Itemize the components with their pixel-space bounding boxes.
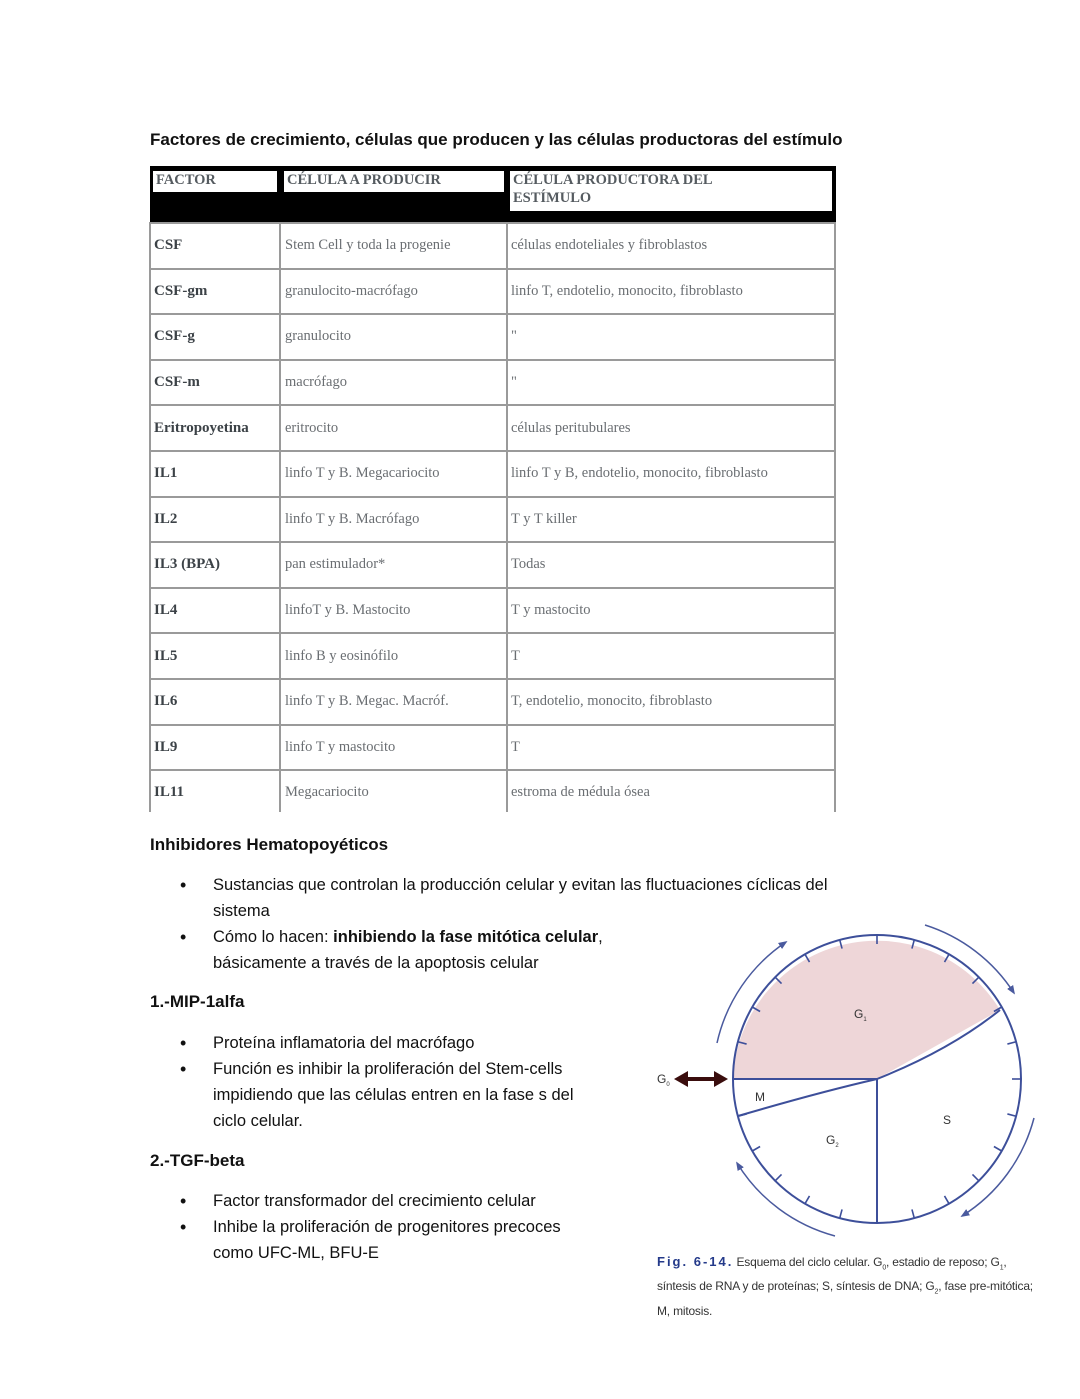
- cell-celula-a-producir: linfo B y eosinófilo: [285, 647, 399, 664]
- arrow-icon: [962, 1118, 1034, 1216]
- cell-celula-a-producir: pan estimulador*: [285, 556, 386, 573]
- label-g1: $G_1$: [854, 1007, 867, 1023]
- cell-celula-productora: T: [511, 647, 520, 664]
- cell-factor: Eritropoyetina: [154, 419, 249, 436]
- label-g2: $G_2$: [826, 1133, 839, 1149]
- cell-celula-a-producir: linfo T y B. Megacariocito: [285, 465, 440, 482]
- arrow-icon: [737, 1163, 835, 1236]
- cell-celula-a-producir: granulocito-macrófago: [285, 282, 418, 299]
- cell-factor: IL2: [154, 510, 178, 527]
- label-m: M: [755, 1090, 765, 1104]
- list-item: • Cómo lo hacen: inhibiendo la fase mitótica celular, básicamente a través de la apoptosis celular: [150, 924, 910, 976]
- cell-celula-a-producir: granulocito: [285, 328, 352, 345]
- cell-cycle-diagram: [650, 915, 1060, 1245]
- column-divider: [279, 222, 281, 812]
- cell-celula-a-producir: linfo T y B. Macrófago: [285, 510, 420, 527]
- table-row: [150, 359, 836, 405]
- cell-celula-a-producir: Megacariocito: [285, 784, 369, 801]
- cell-celula-a-producir: linfoT y B. Mastocito: [285, 602, 411, 619]
- table-row: [150, 496, 836, 542]
- cell-celula-productora: linfo T y B, endotelio, monocito, fibroblasto: [511, 465, 768, 482]
- label-s: S: [943, 1113, 952, 1127]
- header-celula-a-producir: CÉLULA A PRODUCIR: [284, 171, 504, 192]
- inhibitors-heading: Inhibidores Hematopoyéticos: [150, 835, 389, 854]
- tgf-list: [150, 1188, 630, 1266]
- cell-celula-productora: Todas: [511, 556, 546, 573]
- tgf-heading: 2.-TGF-beta: [150, 1151, 245, 1170]
- mip-heading: 1.-MIP-1alfa: [150, 992, 245, 1011]
- bold-emphasis: inhibiendo la fase mitótica celular: [333, 928, 599, 946]
- table-row: [150, 724, 836, 770]
- table-left-border: [149, 222, 151, 812]
- header-factor: FACTOR: [153, 171, 277, 192]
- cell-celula-a-producir: eritrocito: [285, 419, 339, 436]
- list-item: • Función es inhibir la proliferación del Stem-cells impidiendo que las células entren en la fase s del ciclo celular.: [150, 1056, 630, 1134]
- table-row: [150, 450, 836, 496]
- cell-factor: CSF: [154, 237, 183, 254]
- cell-celula-productora: T, endotelio, monocito, fibroblasto: [511, 693, 713, 710]
- cell-celula-a-producir: linfo T y mastocito: [285, 738, 396, 755]
- list-item: • Sustancias que controlan la producción celular y evitan las fluctuaciones cíclicas del sistema: [150, 872, 910, 924]
- cell-celula-productora: T: [511, 738, 520, 755]
- cell-celula-productora: ": [511, 374, 517, 391]
- cell-celula-a-producir: linfo T y B. Megac. Macróf.: [285, 693, 449, 710]
- table-right-border: [834, 222, 836, 812]
- cell-factor: IL11: [154, 784, 185, 801]
- label-g0: $G_0$: [657, 1072, 670, 1088]
- table-row: [150, 678, 836, 724]
- table-row: [150, 268, 836, 314]
- cell-factor: IL3 (BPA): [154, 556, 220, 573]
- table-row: [150, 587, 836, 633]
- cell-factor: IL6: [154, 693, 178, 710]
- cell-celula-productora: linfo T, endotelio, monocito, fibroblasto: [511, 282, 743, 299]
- table-row: [150, 222, 836, 268]
- cell-celula-productora: células endoteliales y fibroblastos: [511, 237, 708, 254]
- cell-celula-productora: estroma de médula ósea: [511, 784, 650, 801]
- table-row: [150, 404, 836, 450]
- cell-factor: IL9: [154, 738, 178, 755]
- cell-celula-productora: ": [511, 328, 517, 345]
- cell-factor: IL1: [154, 465, 178, 482]
- table-header: [150, 166, 836, 222]
- cell-factor: CSF-g: [154, 328, 195, 345]
- list-item: • Factor transformador del crecimiento celular: [150, 1188, 630, 1214]
- table-row: [150, 632, 836, 678]
- table-row: [150, 313, 836, 359]
- mip-list: [150, 1030, 630, 1134]
- cell-factor: IL4: [154, 602, 178, 619]
- cell-celula-a-producir: macrófago: [285, 374, 347, 391]
- page-title: Factores de crecimiento, células que producen y las células productoras del estímulo: [150, 130, 843, 149]
- table-row: [150, 541, 836, 587]
- figure-caption: Fig. 6-14. Esquema del ciclo celular. $G_0$, estadio de reposo; $G_1$, síntesis de RNA y de proteínas; S, síntesis de DNA; $G_2$, fase pre-mitótica; M, mitosis.: [657, 1254, 1033, 1318]
- cell-celula-productora: células peritubulares: [511, 419, 631, 436]
- cell-celula-a-producir: Stem Cell y toda la progenie: [285, 237, 451, 254]
- cell-celula-productora: T y mastocito: [511, 602, 591, 619]
- cell-factor: CSF-gm: [154, 282, 208, 299]
- header-celula-productora: CÉLULA PRODUCTORA DEL ESTÍMULO: [510, 171, 832, 211]
- cell-celula-productora: T y T killer: [511, 510, 577, 527]
- table-row: [150, 769, 836, 815]
- column-divider: [506, 222, 508, 812]
- g0-double-arrow-icon: [674, 1071, 728, 1087]
- list-item: • Proteína inflamatoria del macrófago: [150, 1030, 630, 1056]
- cell-factor: IL5: [154, 647, 178, 664]
- list-item: • Inhibe la proliferación de progenitores precoces como UFC-ML, BFU-E: [150, 1214, 630, 1266]
- cell-factor: CSF-m: [154, 374, 200, 391]
